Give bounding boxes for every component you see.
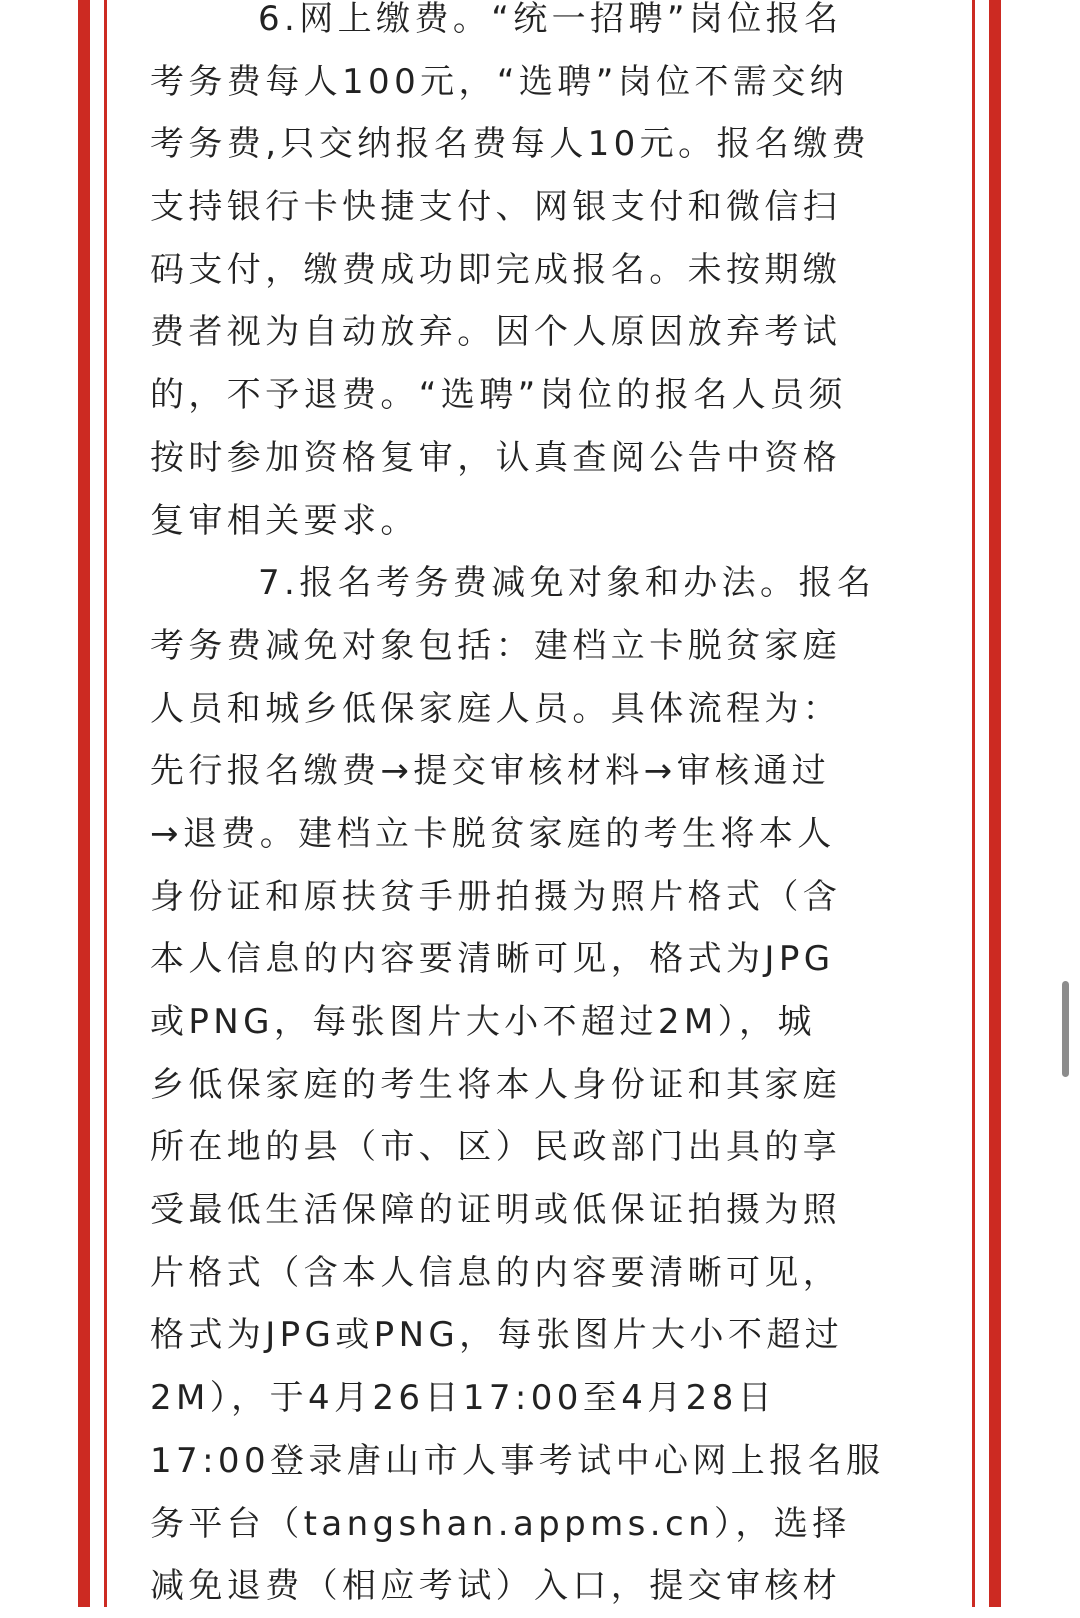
paragraph-7-line: 17:00登录唐山市人事考试中心网上报名服	[150, 1440, 885, 1481]
paragraph-7-line: 乡低保家庭的考生将本人身份证和其家庭	[150, 1064, 842, 1105]
paragraph-7-line: 2M），于4月26日17:00至4月28日	[150, 1378, 777, 1419]
paragraph-7-line: 7.报名考务费减免对象和办法。报名	[258, 563, 876, 604]
right-border-inner	[972, 0, 975, 1607]
paragraph-7-line: 务平台（tangshan.appms.cn），选择	[150, 1503, 851, 1544]
paragraph-7-line: 先行报名缴费→提交审核材料→审核通过	[150, 751, 831, 792]
paragraph-6-line: 码支付，缴费成功即完成报名。未按期缴	[150, 249, 842, 290]
paragraph-7-line: 格式为JPG或PNG，每张图片大小不超过	[150, 1315, 844, 1356]
paragraph-6	[150, 0, 926, 552]
paragraph-7-line: 人员和城乡低保家庭人员。具体流程为：	[150, 688, 842, 729]
paragraph-7-line: 或PNG，每张图片大小不超过2M），城	[150, 1002, 816, 1042]
paragraph-7-line: 减免退费（相应考试）入口，提交审核材	[150, 1566, 842, 1607]
paragraph-6-line: 考务费,只交纳报名费每人10元。报名缴费	[150, 124, 871, 165]
paragraph-7-line: →退费。建档立卡脱贫家庭的考生将本人	[150, 813, 836, 854]
paragraph-7-line: 考务费减免对象包括：建档立卡脱贫家庭	[150, 625, 842, 666]
paragraph-7-line: 所在地的县（市、区）民政部门出具的享	[150, 1127, 842, 1168]
vertical-scrollbar[interactable]	[1062, 981, 1069, 1077]
paragraph-7-line: 受最低生活保障的证明或低保证拍摄为照	[150, 1190, 842, 1231]
paragraph-6-line: 费者视为自动放弃。因个人原因放弃考试	[150, 312, 842, 353]
paragraph-6-line: 6.网上缴费。“统一招聘”岗位报名	[258, 0, 843, 39]
paragraph-6-line: 按时参加资格复审，认真查阅公告中资格	[150, 437, 842, 478]
paragraph-6-line: 复审相关要求。	[150, 500, 419, 541]
paragraph-7-line: 片格式（含本人信息的内容要清晰可见，	[150, 1252, 842, 1293]
paragraph-6-line: 的，不予退费。“选聘”岗位的报名人员须	[150, 375, 847, 416]
article-body	[150, 0, 926, 1618]
paragraph-6-line: 支持银行卡快捷支付、网银支付和微信扫	[150, 187, 842, 228]
left-border-inner	[104, 0, 107, 1607]
paragraph-7-line: 本人信息的内容要清晰可见，格式为JPG	[150, 939, 835, 980]
paragraph-7-line: 身份证和原扶贫手册拍摄为照片格式（含	[150, 876, 842, 917]
paragraph-6-line: 考务费每人100元，“选聘”岗位不需交纳	[150, 61, 849, 102]
left-border-outer	[78, 0, 90, 1607]
paragraph-7	[150, 552, 926, 1618]
right-border-outer	[989, 0, 1001, 1607]
